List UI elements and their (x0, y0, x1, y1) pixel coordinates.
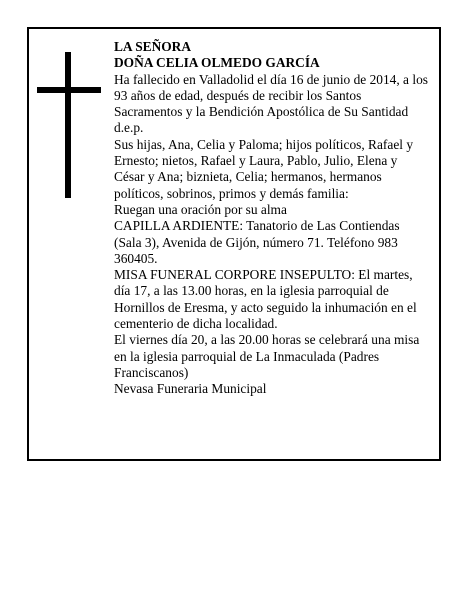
prayer-request: Ruegan una oración por su alma (114, 201, 287, 217)
funeral-mass-info: MISA FUNERAL CORPORE INSEPULTO: El martes, día 17, a las 13.00 horas, en la iglesia parroquial de Hornillos de Eresma, y acto seguido la inhumación en el cementerio de dicha localidad. (114, 267, 417, 332)
funeral-home: Nevasa Funeraria Municipal (114, 381, 267, 397)
cross-vertical-bar (65, 52, 71, 198)
chapel-info: CAPILLA ARDIENTE: Tanatorio de Las Contiendas (Sala 3), Avenida de Gijón, número 71. Teléfono 983 360405. (114, 218, 400, 266)
cross-icon (37, 52, 101, 198)
cross-horizontal-bar (37, 87, 101, 93)
obituary-text (114, 39, 429, 398)
title-line: LA SEÑORA (114, 39, 192, 54)
deceased-name: DOÑA CELIA OLMEDO GARCÍA (114, 55, 320, 71)
family-list: Sus hijas, Ana, Celia y Paloma; hijos políticos, Rafael y Ernesto; nietos, Rafael y Laura, Pablo, Julio, Elena y César y Ana; biznieta, Celia; hermanos, hermanos políticos, sobrinos, primos y demás familia: (114, 136, 414, 201)
memorial-mass-info: El viernes día 20, a las 20.00 horas se celebrará una misa en la iglesia parroquial de La Inmaculada (Padres Franciscanos) (114, 332, 420, 380)
death-announcement: Ha fallecido en Valladolid el día 16 de junio de 2014, a los 93 años de edad, después de recibir los Santos Sacramentos y la Bendición Apostólica de Su Santidad d.e.p. (114, 71, 428, 136)
